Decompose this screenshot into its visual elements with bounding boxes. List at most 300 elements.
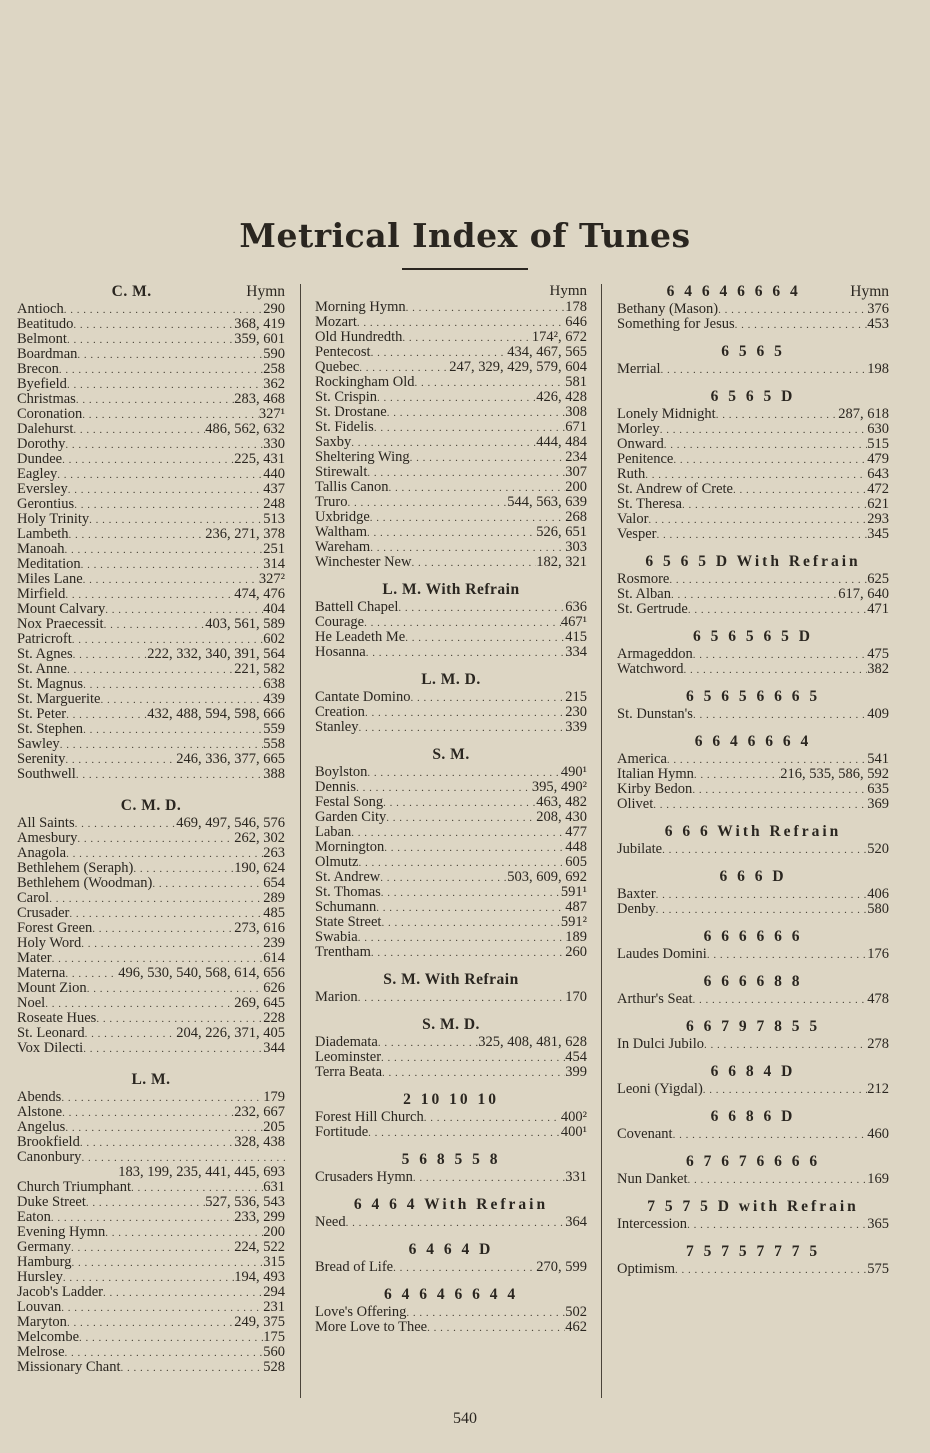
leader-dots <box>81 558 264 572</box>
hymn-numbers: 283, 468 <box>234 392 285 407</box>
meter-section <box>315 282 587 570</box>
meter-label: S. M. D. <box>422 1016 480 1033</box>
tune-name: Anagola <box>17 846 67 861</box>
hymn-numbers: 614 <box>263 951 285 966</box>
hymn-numbers: 307 <box>565 465 587 480</box>
leader-dots <box>71 1241 234 1255</box>
hymn-numbers: 365 <box>867 1217 889 1232</box>
tune-entry <box>617 527 889 542</box>
tune-name: Leominster <box>315 1050 382 1065</box>
tune-name: Watchword <box>617 662 684 677</box>
hymn-numbers: 404 <box>263 602 285 617</box>
leader-dots <box>69 907 263 921</box>
hymn-numbers: 249, 375 <box>234 1315 285 1330</box>
leader-dots <box>382 1066 565 1080</box>
tune-entry <box>17 1345 285 1360</box>
leader-dots <box>675 1263 867 1277</box>
hymn-numbers: 230 <box>565 705 587 720</box>
tune-name: St. Fidelis <box>315 420 374 435</box>
hymn-numbers: 605 <box>565 855 587 870</box>
meter-label: 6 7 6 7 6 6 6 6 <box>685 1153 821 1170</box>
meter-section <box>315 670 587 735</box>
tune-name: Amesbury <box>17 831 78 846</box>
tune-entry <box>315 855 587 870</box>
hymn-numbers: 646 <box>565 315 587 330</box>
hymn-numbers: 328, 438 <box>234 1135 285 1150</box>
meter-heading <box>617 972 889 992</box>
tune-name: Mirfield <box>17 587 66 602</box>
hymn-numbers: 559 <box>263 722 285 737</box>
tune-name: Fortitude <box>315 1125 369 1140</box>
page-title: Metrical Index of Tunes <box>239 216 691 255</box>
hymn-numbers: 239 <box>263 936 285 951</box>
leader-dots <box>52 952 264 966</box>
tune-name: Holy Word <box>17 936 82 951</box>
leader-dots <box>81 1151 285 1165</box>
tune-entry <box>17 707 285 722</box>
tune-name: Love's Offering <box>315 1305 407 1320</box>
leader-dots <box>414 376 565 390</box>
hymn-numbers: 462 <box>565 1320 587 1335</box>
tune-entry <box>315 345 587 360</box>
tune-name: Coronation <box>17 407 83 422</box>
hymn-numbers: 503, 609, 692 <box>507 870 587 885</box>
hymn-numbers: 434, 467, 565 <box>507 345 587 360</box>
tune-entry <box>315 780 587 795</box>
tune-name: Ruth <box>617 467 646 482</box>
leader-dots <box>358 991 566 1005</box>
hymn-numbers: 179 <box>263 1090 285 1105</box>
meter-label: C. M. D. <box>120 797 182 814</box>
leader-dots <box>733 483 867 497</box>
tune-entry <box>315 1065 587 1080</box>
leader-dots <box>380 871 507 885</box>
meter-heading <box>617 927 889 947</box>
hymn-numbers: 671 <box>565 420 587 435</box>
leader-dots <box>67 333 234 347</box>
meter-heading <box>617 867 889 887</box>
tune-entry <box>17 1225 285 1240</box>
hymn-numbers: 368, 419 <box>234 317 285 332</box>
hymn-numbers: 496, 530, 540, 568, 614, 656 <box>118 966 285 981</box>
tune-entry <box>17 1210 285 1225</box>
tune-name: Eagley <box>17 467 58 482</box>
tune-name: In Dulci Jubilo <box>617 1037 704 1052</box>
tune-entry <box>17 557 285 572</box>
hymn-numbers: 580 <box>867 902 889 917</box>
meter-heading <box>617 627 889 647</box>
meter-section <box>617 387 889 542</box>
tune-entry <box>315 600 587 615</box>
tune-name: Laudes Domini <box>617 947 707 962</box>
tune-name: Intercession <box>617 1217 688 1232</box>
leader-dots <box>80 1136 234 1150</box>
tune-name: Patricroft <box>17 632 72 647</box>
hymn-numbers: 263 <box>263 846 285 861</box>
hymn-numbers: 221, 582 <box>234 662 285 677</box>
hymn-numbers: 638 <box>263 677 285 692</box>
leader-dots <box>410 451 566 465</box>
tune-name: America <box>617 752 667 767</box>
tune-entry <box>17 1011 285 1026</box>
leader-dots <box>49 892 263 906</box>
leader-dots <box>356 781 532 795</box>
tune-name: Melcombe <box>17 1330 80 1345</box>
tune-entry <box>617 1172 889 1187</box>
tune-name: Roseate Hues <box>17 1011 97 1026</box>
hymn-numbers: 364 <box>565 1215 587 1230</box>
tune-name: Brookfield <box>17 1135 80 1150</box>
hymn-numbers: 382 <box>867 662 889 677</box>
leader-dots <box>105 1226 263 1240</box>
meter-heading <box>315 1150 587 1170</box>
tune-entry <box>17 1300 285 1315</box>
tune-entry <box>17 767 285 782</box>
tune-entry <box>315 390 587 405</box>
leader-dots <box>406 301 566 315</box>
leader-dots <box>77 832 234 846</box>
tune-entry <box>617 797 889 812</box>
leader-dots <box>104 618 206 632</box>
hymn-numbers: 544, 563, 639 <box>507 495 587 510</box>
tune-entry <box>315 525 587 540</box>
hymn-numbers: 399 <box>565 1065 587 1080</box>
tune-name: Diademata <box>315 1035 378 1050</box>
hymn-numbers: 208, 430 <box>536 810 587 825</box>
leader-dots <box>66 847 263 861</box>
leader-dots <box>66 708 147 722</box>
leader-dots <box>410 691 565 705</box>
tune-entry <box>17 936 285 951</box>
hymn-numbers: 487 <box>565 900 587 915</box>
tune-entry <box>315 630 587 645</box>
tune-name: Saxby <box>315 435 352 450</box>
tune-name: Antioch <box>17 302 64 317</box>
tune-name: Boardman <box>17 347 78 362</box>
leader-dots <box>152 877 263 891</box>
tune-entry <box>17 722 285 737</box>
hymn-numbers: 617, 640 <box>838 587 889 602</box>
tune-name: Olivet <box>617 797 654 812</box>
tune-name: Carol <box>17 891 50 906</box>
tune-entry <box>617 437 889 452</box>
hymn-numbers: 178 <box>565 300 587 315</box>
meter-heading <box>617 687 889 707</box>
tune-name: Evening Hymn <box>17 1225 106 1240</box>
hymn-numbers: 527, 536, 543 <box>205 1195 285 1210</box>
tune-entry <box>17 1041 285 1056</box>
leader-dots <box>427 1321 565 1335</box>
tune-entry <box>17 407 285 422</box>
hymn-numbers: 189 <box>565 930 587 945</box>
tune-entry <box>315 1110 587 1125</box>
index-column-3 <box>617 282 889 1277</box>
tune-name: Serenity <box>17 752 66 767</box>
tune-name: Garden City <box>315 810 387 825</box>
tune-entry <box>17 482 285 497</box>
meter-heading <box>617 1107 889 1127</box>
tune-entry <box>17 602 285 617</box>
meter-label: 2 10 10 10 <box>403 1091 499 1108</box>
leader-dots <box>662 843 867 857</box>
meter-section <box>315 1240 587 1275</box>
tune-entry <box>17 1105 285 1120</box>
leader-dots <box>368 1126 561 1140</box>
hymn-numbers: 174², 672 <box>531 330 587 345</box>
leader-dots <box>76 768 263 782</box>
leader-dots <box>61 1091 263 1105</box>
tune-entry <box>617 782 889 797</box>
tune-name: Christmas <box>17 392 76 407</box>
tune-entry <box>17 527 285 542</box>
hymn-numbers: 339 <box>565 720 587 735</box>
leader-dots <box>660 363 867 377</box>
leader-dots <box>378 1036 478 1050</box>
leader-dots <box>405 631 565 645</box>
tune-name: Melrose <box>17 1345 65 1360</box>
leader-dots <box>381 1051 565 1065</box>
tune-entry <box>17 1180 285 1195</box>
leader-dots <box>82 408 259 422</box>
tune-name: St. Theresa <box>617 497 682 512</box>
tune-name: Hosanna <box>315 645 366 660</box>
tune-entry <box>315 375 587 390</box>
tune-entry <box>17 392 285 407</box>
hymn-numbers: 287, 618 <box>838 407 889 422</box>
hymn-numbers: 169 <box>867 1172 889 1187</box>
hymn-numbers: 437 <box>263 482 285 497</box>
hymn-numbers: 170 <box>565 990 587 1005</box>
tune-name: More Love to Thee <box>315 1320 428 1335</box>
meter-heading <box>617 1062 889 1082</box>
leader-dots <box>411 556 536 570</box>
leader-dots <box>62 453 234 467</box>
tune-name: Baxter <box>617 887 656 902</box>
hymn-numbers: 406 <box>867 887 889 902</box>
leader-dots <box>105 603 263 617</box>
hymn-numbers: 415 <box>565 630 587 645</box>
leader-dots <box>667 753 867 767</box>
meter-section <box>617 627 889 677</box>
tune-entry <box>315 825 587 840</box>
tune-entry <box>315 885 587 900</box>
leader-dots <box>664 438 868 452</box>
hymn-numbers: 388 <box>263 767 285 782</box>
tune-entry <box>617 1262 889 1277</box>
tune-name: Something for Jesus <box>617 317 735 332</box>
leader-dots <box>358 931 566 945</box>
tune-entry <box>315 615 587 630</box>
hymn-numbers: 176 <box>867 947 889 962</box>
hymn-numbers: 198 <box>867 362 889 377</box>
meter-label: C. M. <box>111 283 152 300</box>
leader-dots <box>121 1361 264 1375</box>
meter-label: 6 5 6 5 D <box>710 388 796 405</box>
tune-name: Jubilate <box>617 842 663 857</box>
hymn-numbers: 636 <box>565 600 587 615</box>
tune-entry <box>315 480 587 495</box>
hymn-numbers: 581 <box>565 375 587 390</box>
leader-dots <box>648 513 867 527</box>
tune-entry <box>315 705 587 720</box>
tune-entry <box>17 831 285 846</box>
meter-heading <box>315 580 587 600</box>
meter-label: 6 4 6 4 6 6 4 4 <box>383 1286 519 1303</box>
tune-entry <box>617 842 889 857</box>
tune-name: Bread of Life <box>315 1260 394 1275</box>
hymn-numbers: 293 <box>867 512 889 527</box>
meter-heading <box>315 1195 587 1215</box>
hymn-numbers: 625 <box>867 572 889 587</box>
tune-entry <box>17 1135 285 1150</box>
leader-dots <box>61 1301 263 1315</box>
hymn-numbers: 204, 226, 371, 405 <box>176 1026 285 1041</box>
hymn-numbers: 330 <box>263 437 285 452</box>
hymn-numbers: 225, 431 <box>234 452 285 467</box>
hymn-numbers: 247, 329, 429, 579, 604 <box>449 360 587 375</box>
tune-entry <box>17 317 285 332</box>
tune-name: Valor <box>617 512 649 527</box>
hymn-numbers: 224, 522 <box>234 1240 285 1255</box>
hymn-numbers: 526, 651 <box>536 525 587 540</box>
tune-entry <box>315 1170 587 1185</box>
hymn-numbers: 485 <box>263 906 285 921</box>
meter-label: 6 6 6 D <box>719 868 787 885</box>
meter-section <box>617 1242 889 1277</box>
tune-name: Manoah <box>17 542 65 557</box>
meter-heading <box>617 282 889 302</box>
hymn-numbers: 591² <box>560 915 587 930</box>
leader-dots <box>357 316 565 330</box>
leader-dots <box>83 723 263 737</box>
tune-entry <box>315 945 587 960</box>
tune-name: Optimism <box>617 1262 676 1277</box>
leader-dots <box>688 603 867 617</box>
hymn-numbers: 440 <box>263 467 285 482</box>
leader-dots <box>65 967 118 981</box>
tune-entry <box>17 861 285 876</box>
tune-entry <box>17 467 285 482</box>
tune-name: Holy Trinity <box>17 512 90 527</box>
meter-label: 6 5 6 5 D With Refrain <box>645 553 861 570</box>
tune-name: St. Anne <box>17 662 67 677</box>
tune-name: Kirby Bedon <box>617 782 693 797</box>
tune-entry <box>315 495 587 510</box>
leader-dots <box>384 841 565 855</box>
tune-name: Terra Beata <box>315 1065 383 1080</box>
leader-dots <box>393 1261 536 1275</box>
tune-entry <box>17 981 285 996</box>
tune-entry <box>315 930 587 945</box>
tune-entry <box>617 662 889 677</box>
tune-name: Dennis <box>315 780 357 795</box>
tune-name: Laban <box>315 825 352 840</box>
hymn-numbers: 344 <box>263 1041 285 1056</box>
leader-dots <box>364 616 561 630</box>
meter-label: 6 5 6 5 6 6 6 5 <box>685 688 821 705</box>
leader-dots <box>64 303 264 317</box>
hymn-numbers: 289 <box>263 891 285 906</box>
leader-dots <box>424 1111 561 1125</box>
hymn-numbers: 246, 336, 377, 665 <box>176 752 285 767</box>
meter-heading <box>315 1285 587 1305</box>
tune-name: Onward <box>617 437 664 452</box>
tune-entry <box>315 555 587 570</box>
tune-entry <box>617 992 889 1007</box>
tune-entry <box>17 302 285 317</box>
meter-label: 6 5 6 5 <box>721 343 785 360</box>
hymn-numbers: 520 <box>867 842 889 857</box>
tune-entry <box>617 647 889 662</box>
tune-entry <box>17 422 285 437</box>
leader-dots <box>65 1346 264 1360</box>
tune-name: State Street <box>315 915 382 930</box>
leader-dots <box>65 1121 263 1135</box>
tune-entry <box>17 1090 285 1105</box>
hymn-numbers: 460 <box>867 1127 889 1142</box>
tune-entry <box>17 1240 285 1255</box>
tune-name: St. Drostane <box>315 405 387 420</box>
tune-entry <box>17 1270 285 1285</box>
tune-entry <box>17 816 285 831</box>
page-number: 540 <box>453 1410 477 1427</box>
hymn-numbers: 212 <box>867 1082 889 1097</box>
tune-entry <box>17 572 285 587</box>
leader-dots <box>398 601 565 615</box>
tune-entry <box>17 1195 285 1210</box>
tune-entry <box>315 645 587 660</box>
leader-dots <box>389 481 566 495</box>
tune-name: Maryton <box>17 1315 67 1330</box>
tune-name: Canonbury <box>17 1150 82 1165</box>
leader-dots <box>103 1286 263 1300</box>
tune-name: Italian Hymn <box>617 767 694 782</box>
leader-dots <box>692 783 867 797</box>
tune-entry <box>315 465 587 480</box>
tune-entry <box>17 632 285 647</box>
hymn-numbers: 471 <box>867 602 889 617</box>
hymn-numbers: 463, 482 <box>536 795 587 810</box>
tune-name: All Saints <box>17 816 75 831</box>
leader-dots <box>413 1171 565 1185</box>
meter-label: 6 4 6 4 6 6 6 4 <box>666 283 801 300</box>
tune-name: St. Stephen <box>17 722 84 737</box>
leader-dots <box>133 862 234 876</box>
leader-dots <box>383 796 536 810</box>
tune-entry <box>617 602 889 617</box>
tune-entry <box>315 795 587 810</box>
tune-name: Forest Green <box>17 921 93 936</box>
hymn-numbers: 278 <box>867 1037 889 1052</box>
leader-dots <box>367 466 565 480</box>
leader-dots <box>671 588 838 602</box>
leader-dots <box>366 646 566 660</box>
hymn-numbers: 472 <box>867 482 889 497</box>
leader-dots <box>359 721 566 735</box>
tune-entry <box>315 1305 587 1320</box>
meter-section <box>17 796 285 1056</box>
leader-dots <box>101 693 264 707</box>
hymn-numbers: 269, 645 <box>234 996 285 1011</box>
meter-heading <box>617 342 889 362</box>
leader-dots <box>72 1256 264 1270</box>
hymn-numbers: 194, 493 <box>234 1270 285 1285</box>
tune-entry <box>617 422 889 437</box>
meter-section <box>17 282 285 782</box>
tune-entry <box>17 677 285 692</box>
tune-entry <box>617 902 889 917</box>
meter-heading <box>617 552 889 572</box>
